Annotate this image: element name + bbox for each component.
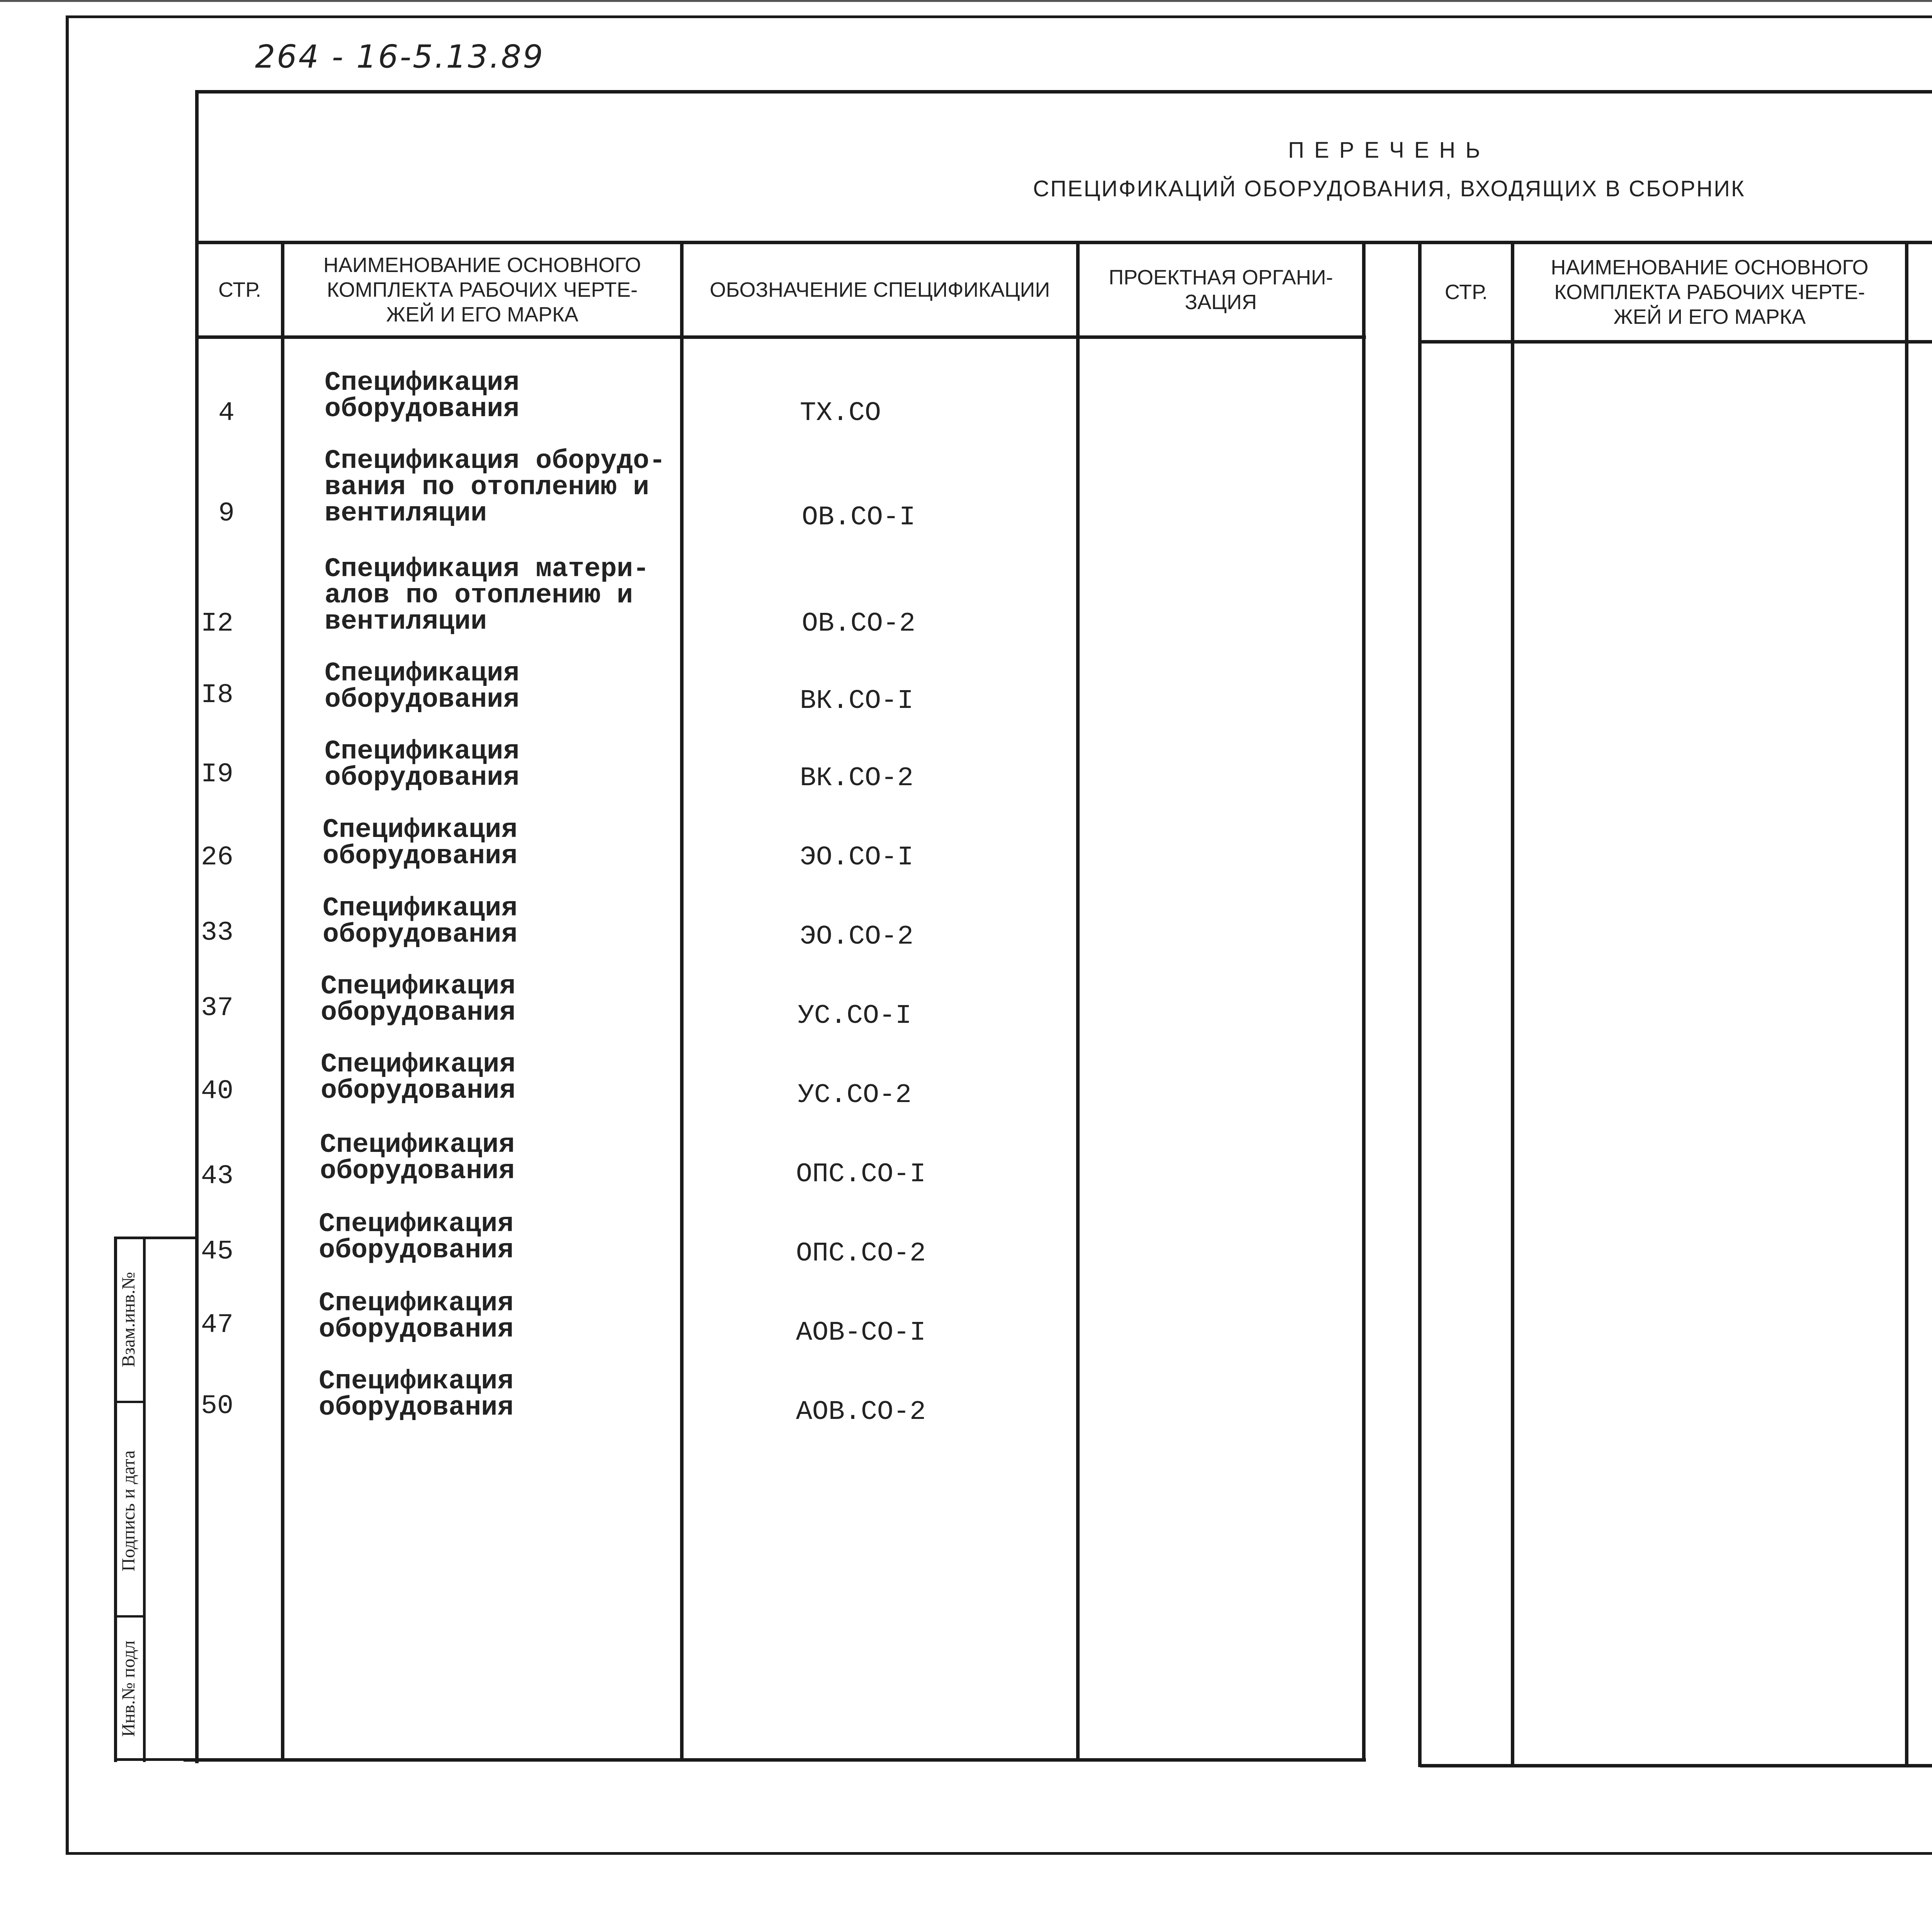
row-code: УС.СО-2 <box>798 1080 912 1111</box>
stamp-swap-inv-label: Взам.инв.№ <box>118 1272 139 1368</box>
row-page: 50 <box>201 1391 234 1422</box>
right-col-sep-2 <box>1905 241 1908 1767</box>
row-code: УС.СО-I <box>798 1001 912 1031</box>
left-col-sep-2 <box>680 241 684 1761</box>
row-name: Спецификация оборудо- вания по отоплению и вентиляции <box>325 446 666 529</box>
row-code: ТХ.СО <box>800 398 881 429</box>
main-top-line <box>197 90 1932 94</box>
row-code: АОВ-СО-I <box>796 1318 926 1348</box>
stamp-inner-left <box>143 1237 146 1762</box>
stamp-top <box>114 1237 197 1239</box>
stamp-outer-left <box>114 1237 117 1762</box>
right-col-sep-1 <box>1511 241 1514 1767</box>
row-page: 40 <box>201 1076 234 1107</box>
document-subtitle: СПЕЦИФИКАЦИЙ ОБОРУДОВАНИЯ, ВХОДЯЩИХ В СБОРНИК <box>1033 176 1745 201</box>
page-top-rule <box>0 0 1932 2</box>
row-name: Спецификация оборудования <box>319 1366 514 1423</box>
left-table-right <box>1362 241 1366 1761</box>
frame-left-line <box>66 15 69 1855</box>
row-code: ОВ.СО-I <box>802 502 916 533</box>
row-page: 37 <box>201 993 234 1024</box>
row-page: I9 <box>201 759 234 790</box>
right-header-designation <box>1908 244 1932 340</box>
row-name: Спецификация оборудования <box>323 815 518 872</box>
right-table-top <box>1420 241 1932 244</box>
row-code: ОВ.СО-2 <box>802 609 916 639</box>
frame-bottom-line <box>66 1852 1932 1855</box>
stamp-inv-original-label: Инв.№ подл <box>118 1640 139 1737</box>
left-col-sep-1 <box>281 241 284 1761</box>
row-name: Спецификация оборудования <box>320 1130 515 1187</box>
row-name: Спецификация оборудования <box>325 368 520 425</box>
document-title: ПЕРЕЧЕНЬ <box>1288 138 1490 163</box>
left-header-page: СТР. <box>218 278 261 301</box>
row-code: ЭО.СО-2 <box>800 922 914 952</box>
row-page: 33 <box>201 918 234 948</box>
left-header-designation: ОБОЗНАЧЕНИЕ СПЕЦИФИКАЦИИ <box>709 278 1050 301</box>
row-name: Спецификация оборудования <box>321 971 516 1028</box>
row-name: Спецификация оборудования <box>319 1209 514 1266</box>
row-name: Спецификация оборудования <box>325 658 520 715</box>
row-code: ОПС.СО-I <box>796 1159 926 1190</box>
main-left-line <box>195 90 199 1763</box>
left-table-header-bottom <box>195 335 1366 339</box>
row-code: ЭО.СО-I <box>800 842 914 873</box>
left-col-sep-3 <box>1076 241 1080 1761</box>
row-name: Спецификация оборудования <box>325 737 520 793</box>
right-table-left <box>1418 241 1422 1767</box>
row-name: Спецификация оборудования <box>319 1288 514 1345</box>
row-code: АОВ.СО-2 <box>796 1397 926 1427</box>
right-header-name: НАИМЕНОВАНИЕ ОСНОВНОГО КОМПЛЕКТА РАБОЧИХ ЧЕРТЕ- ЖЕЙ И ЕГО МАРКА <box>1551 256 1869 328</box>
row-page: I8 <box>201 680 234 711</box>
row-page: 4 <box>218 398 235 429</box>
right-table-header-bottom <box>1420 340 1932 344</box>
row-page: I2 <box>201 609 234 639</box>
stamp-signature-date-label: Подпись и дата <box>118 1450 139 1572</box>
row-code: ВК.СО-I <box>800 686 914 716</box>
row-code: ОПС.СО-2 <box>796 1238 926 1269</box>
right-header-page: СТР. <box>1444 281 1488 304</box>
row-page: 43 <box>201 1161 234 1192</box>
row-page: 45 <box>201 1237 234 1267</box>
row-page: 47 <box>201 1310 234 1340</box>
row-page: 26 <box>201 842 234 873</box>
left-header-name: НАИМЕНОВАНИЕ ОСНОВНОГО КОМПЛЕКТА РАБОЧИХ ЧЕРТЕ- ЖЕЙ И ЕГО МАРКА <box>323 253 641 326</box>
left-table-bottom <box>184 1758 1366 1762</box>
right-table-bottom <box>1420 1764 1932 1767</box>
row-name: Спецификация оборудования <box>323 893 518 950</box>
row-name: Спецификация оборудования <box>321 1050 516 1106</box>
frame-top-line <box>66 15 1932 18</box>
row-code: ВК.СО-2 <box>800 763 914 794</box>
stamp-sep-1 <box>114 1401 145 1403</box>
left-header-organization: ПРОЕКТНАЯ ОРГАНИ- ЗАЦИЯ <box>1109 266 1333 314</box>
row-name: Спецификация матери- алов по отоплению и вентиляции <box>325 554 650 637</box>
doc-code: 264 - 16-5.13.89 <box>255 39 545 75</box>
row-page: 9 <box>218 498 235 529</box>
